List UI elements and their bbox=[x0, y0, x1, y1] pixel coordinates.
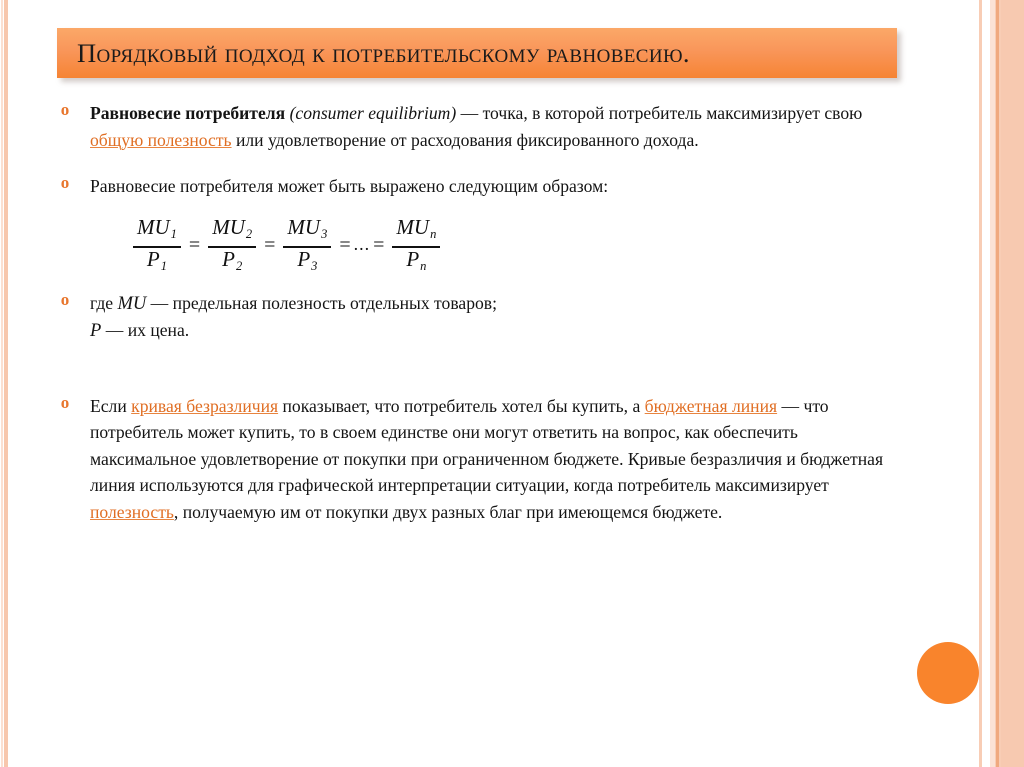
bullet-3-text bbox=[90, 290, 900, 345]
bullet-3-var-p: P bbox=[90, 321, 102, 341]
bullet-ring-icon-3: o bbox=[60, 289, 70, 309]
bullet-4-seg1: Если bbox=[90, 395, 132, 416]
bullet-1-tail: или удовлетворение от расходования фиксированного дохода. bbox=[231, 129, 699, 150]
formula-term-3-denominator: $P_3$ bbox=[297, 246, 318, 274]
formula-term-n-denominator: $P_n$ bbox=[406, 246, 427, 274]
formula-row bbox=[0, 214, 960, 282]
bullet-3-var-mu: MU bbox=[117, 293, 147, 314]
link-byudzhetnaya-liniya[interactable]: бюджетная линия bbox=[644, 395, 778, 416]
bullet-3-line1-post: — предельная полезность отдельных товаров; bbox=[146, 292, 497, 313]
bullet-4-text bbox=[90, 393, 900, 526]
decorative-orange-circle bbox=[917, 642, 979, 704]
bullet-4-seg4: , получаемую им от покупки двух разных благ при имеющемся бюджете. bbox=[173, 501, 723, 522]
bullet-3-line2-post: — их цена. bbox=[101, 320, 190, 340]
bullet-1-english-term: (consumer equilibrium) bbox=[289, 103, 457, 123]
link-poleznost[interactable]: полезность bbox=[90, 501, 174, 522]
formula-term-n-numerator: $MU_n$ bbox=[396, 214, 437, 241]
equilibrium-formula bbox=[128, 216, 445, 279]
formula-term-1-denominator: $P_1$ bbox=[146, 246, 167, 274]
bullet-item-4 bbox=[0, 393, 960, 526]
formula-term-1-numerator: $MU_1$ bbox=[137, 214, 177, 241]
bullet-ring-icon-4: o bbox=[60, 392, 70, 412]
spacer-1 bbox=[0, 155, 960, 173]
slide-body bbox=[0, 100, 960, 527]
spacer-2 bbox=[0, 347, 960, 393]
formula-term-2-numerator: $MU_2$ bbox=[212, 214, 253, 241]
bullet-1-term: Равновесие потребителя bbox=[90, 103, 286, 123]
formula-term-1 bbox=[133, 216, 181, 279]
bullet-1-text bbox=[90, 100, 900, 153]
formula-equals-4: = bbox=[373, 234, 385, 257]
formula-term-3-numerator: $MU_3$ bbox=[287, 214, 328, 241]
formula-term-2-denominator: $P_2$ bbox=[222, 246, 243, 274]
bullet-ring-icon-1: o bbox=[60, 100, 70, 119]
bullet-item-2 bbox=[0, 173, 960, 200]
formula-term-n bbox=[392, 216, 440, 279]
title-banner bbox=[57, 28, 897, 78]
right-edge-wide-stripe bbox=[1001, 0, 1024, 767]
bullet-1-mid: — точка, в которой потребитель максимизирует свою bbox=[456, 103, 863, 123]
formula-equals-1: = bbox=[188, 234, 201, 257]
bullet-ring-icon-2: o bbox=[60, 173, 70, 192]
link-krivaya-bezrazlichiya[interactable]: кривая безразличия bbox=[131, 395, 279, 416]
bullet-item-1 bbox=[0, 100, 960, 153]
formula-term-3 bbox=[283, 216, 331, 279]
bullet-4-seg3: — что потребитель может купить, то в своем единстве они могут ответить на вопрос, как обеспечить максимальное удовлетворение от покупки при ограниченном бюджете. Кривые безразличия и бюджетная линия используются для графической интерпретации ситуации, когда потребитель максимизирует bbox=[90, 395, 884, 495]
formula-term-2 bbox=[208, 216, 256, 279]
formula-equals-2: = bbox=[264, 234, 276, 257]
right-edge-accent-line bbox=[996, 0, 999, 767]
bullet-4-seg2: показывает, что потребитель хотел бы купить, а bbox=[278, 395, 645, 416]
bullet-2-text: Равновесие потребителя может быть выражено следующим образом: bbox=[90, 176, 609, 196]
link-obshchaya-poleznost[interactable]: общую полезность bbox=[90, 129, 232, 150]
right-edge-pale-stripe bbox=[990, 0, 995, 767]
bullet-3-line1-pre: где bbox=[90, 292, 118, 313]
formula-ellipsis: ... bbox=[353, 234, 371, 255]
page-title: Порядковый подход к потребительскому равновесию. bbox=[77, 37, 690, 68]
formula-equals-3: = bbox=[339, 234, 351, 257]
bullet-item-3 bbox=[0, 290, 960, 345]
right-edge-thin-stripe bbox=[979, 0, 982, 767]
